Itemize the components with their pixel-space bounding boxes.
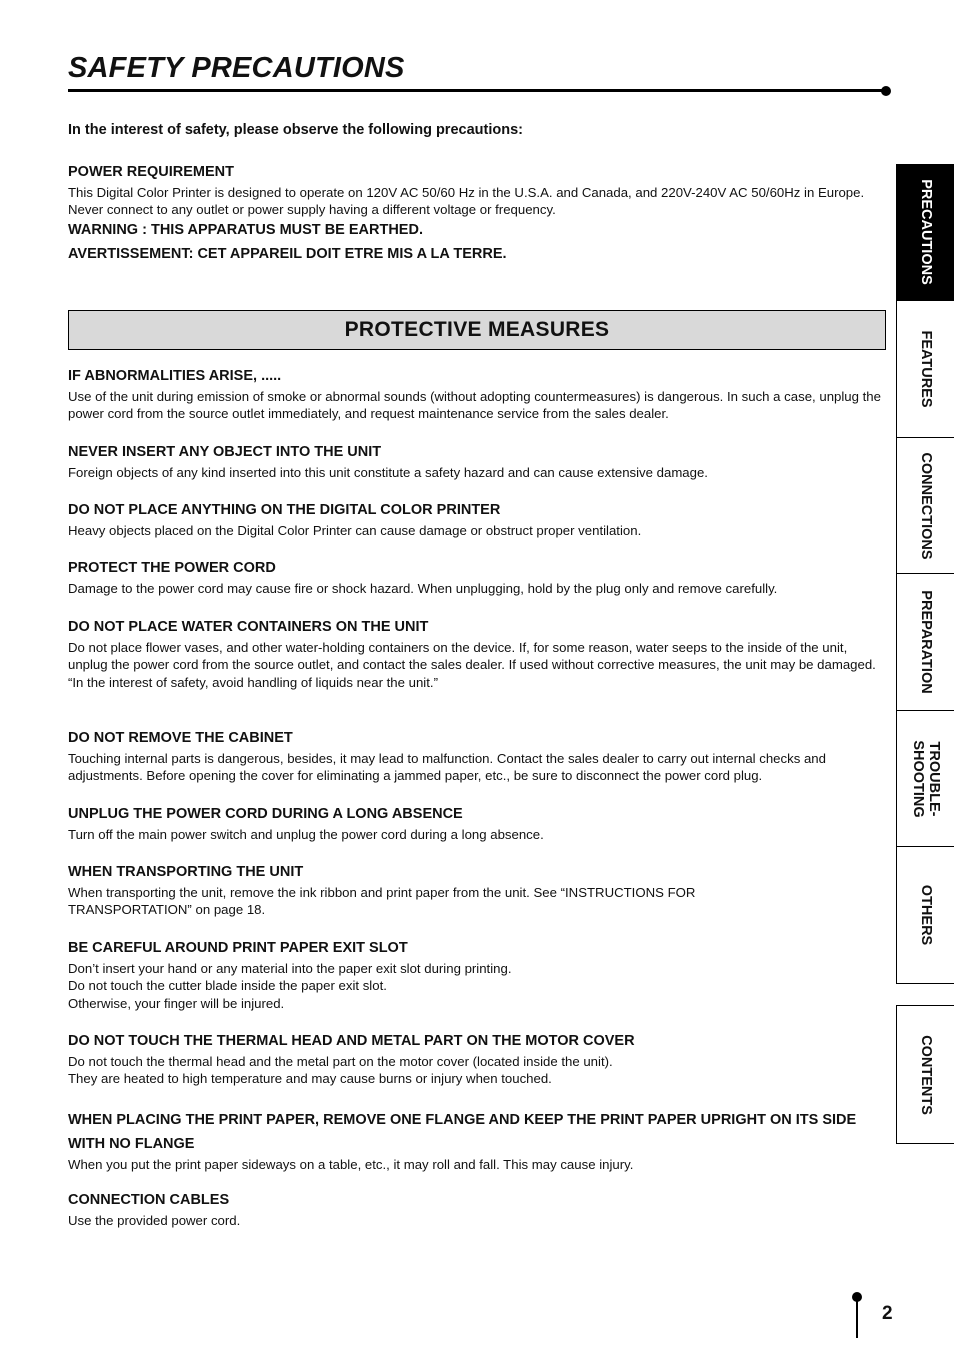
section-never-insert bbox=[68, 443, 888, 481]
section-heading: DO NOT TOUCH THE THERMAL HEAD AND METAL PART ON THE MOTOR COVER bbox=[68, 1033, 635, 1049]
section-water-containers bbox=[68, 618, 888, 691]
tab-connections[interactable] bbox=[896, 438, 954, 574]
section-heading: POWER REQUIREMENT bbox=[68, 164, 234, 180]
section-body: Damage to the power cord may cause fire or shock hazard. When unplugging, hold by the plug only and remove carefully. bbox=[68, 581, 778, 596]
section-body: When you put the print paper sideways on a table, etc., it may roll and fall. This may cause injury. bbox=[68, 1157, 634, 1172]
protective-measures-banner bbox=[68, 310, 886, 350]
tab-precautions[interactable] bbox=[896, 164, 954, 301]
page-number: 2 bbox=[882, 1303, 893, 1324]
intro-text: In the interest of safety, please observe the following precautions: bbox=[68, 122, 523, 138]
section-body: Foreign objects of any kind inserted into this unit constitute a safety hazard and can cause extensive damage. bbox=[68, 465, 708, 480]
section-long-absence bbox=[68, 805, 888, 843]
section-body: Heavy objects placed on the Digital Color Printer can cause damage or obstruct proper ventilation. bbox=[68, 523, 642, 538]
tab-label: FEATURES bbox=[917, 330, 934, 408]
section-heading: UNPLUG THE POWER CORD DURING A LONG ABSENCE bbox=[68, 806, 463, 822]
section-do-not-place-anything bbox=[68, 501, 888, 539]
section-transporting bbox=[68, 863, 888, 919]
section-heading: IF ABNORMALITIES ARISE, ..... bbox=[68, 368, 282, 384]
section-heading: NEVER INSERT ANY OBJECT INTO THE UNIT bbox=[68, 444, 382, 460]
title-rule-dot bbox=[881, 86, 891, 96]
section-heading: DO NOT REMOVE THE CABINET bbox=[68, 730, 293, 746]
tab-others[interactable] bbox=[896, 847, 954, 984]
section-body: When transporting the unit, remove the ink ribbon and print paper from the unit. See “INSTRUCTIONS FOR TRANSPORTATION” on page 18. bbox=[68, 885, 696, 918]
tab-label: PREPARATION bbox=[917, 590, 934, 694]
tab-preparation[interactable] bbox=[896, 574, 954, 711]
section-heading: DO NOT PLACE ANYTHING ON THE DIGITAL COLOR PRINTER bbox=[68, 502, 501, 518]
section-body: Touching internal parts is dangerous, besides, it may lead to malfunction. Contact the sales dealer to carry out internal checks and adjustments. Before opening the cover for eliminating a jammed paper, etc., be sure to disconnect the power cord plug. bbox=[68, 751, 826, 784]
section-heading: PROTECT THE POWER CORD bbox=[68, 560, 276, 576]
page-title: SAFETY PRECAUTIONS bbox=[68, 52, 405, 84]
tab-contents[interactable] bbox=[896, 1005, 954, 1144]
tab-features[interactable] bbox=[896, 301, 954, 438]
tab-label: OTHERS bbox=[917, 884, 934, 946]
section-heading: WHEN TRANSPORTING THE UNIT bbox=[68, 864, 304, 880]
page-number-bar bbox=[856, 1298, 858, 1338]
tab-label: PRECAUTIONS bbox=[917, 179, 934, 285]
section-body-quote: “In the interest of safety, avoid handling of liquids near the unit.” bbox=[68, 674, 438, 690]
section-body: Don’t insert your hand or any material into the paper exit slot during printing. bbox=[68, 961, 512, 976]
tab-label: CONTENTS bbox=[917, 1034, 934, 1115]
power-requirement-section bbox=[68, 163, 888, 219]
section-abnormalities bbox=[68, 367, 888, 423]
section-body: Otherwise, your finger will be injured. bbox=[68, 995, 285, 1011]
section-body: Use the provided power cord. bbox=[68, 1213, 241, 1228]
section-body: Do not touch the thermal head and the metal part on the motor cover (located inside the unit). bbox=[68, 1054, 613, 1069]
tab-label: CONNECTIONS bbox=[917, 451, 934, 560]
section-connection-cables bbox=[68, 1191, 888, 1229]
section-body: They are heated to high temperature and may cause burns or injury when touched. bbox=[68, 1071, 552, 1087]
tab-troubleshooting[interactable] bbox=[896, 711, 954, 847]
tab-label: TROUBLE- SHOOTING bbox=[909, 739, 942, 818]
title-rule bbox=[68, 89, 886, 92]
section-thermal-head bbox=[68, 1032, 888, 1088]
section-heading: DO NOT PLACE WATER CONTAINERS ON THE UNIT bbox=[68, 619, 429, 635]
section-body: Use of the unit during emission of smoke or abnormal sounds (without adopting countermeasures) is dangerous. In such a case, unplug the power cord from the source outlet immediately, and request maintenance service from the sales dealer. bbox=[68, 389, 881, 422]
section-body: Do not place flower vases, and other water-holding containers on the device. If, for some reason, water seeps to the inside of the unit, unplug the power cord from the source outlet, and contact the sales dealer. If used without corrective measures, the unit may be damaged. bbox=[68, 640, 876, 673]
banner-title: PROTECTIVE MEASURES bbox=[344, 318, 610, 341]
section-do-not-remove-cabinet bbox=[68, 729, 888, 785]
section-heading: WHEN PLACING THE PRINT PAPER, REMOVE ONE FLANGE AND KEEP THE PRINT PAPER UPRIGHT ON ITS SIDE WITH NO FLANGE bbox=[68, 1112, 857, 1152]
section-exit-slot bbox=[68, 939, 888, 1012]
section-heading: CONNECTION CABLES bbox=[68, 1192, 230, 1208]
earth-warning-en: WARNING : THIS APPARATUS MUST BE EARTHED. bbox=[68, 222, 423, 238]
section-print-paper-flange bbox=[68, 1108, 888, 1173]
section-body: This Digital Color Printer is designed to operate on 120V AC 50/60 Hz in the U.S.A. and Canada, and 220V-240V AC 50/60Hz in Europe. Never connect to any outlet or power supply having a different voltage or frequency. bbox=[68, 185, 865, 218]
section-heading: BE CAREFUL AROUND PRINT PAPER EXIT SLOT bbox=[68, 940, 408, 956]
section-body: Turn off the main power switch and unplug the power cord during a long absence. bbox=[68, 827, 544, 842]
earth-warning-fr: AVERTISSEMENT: CET APPAREIL DOIT ETRE MIS A LA TERRE. bbox=[68, 246, 507, 262]
section-body: Do not touch the cutter blade inside the paper exit slot. bbox=[68, 978, 387, 994]
section-protect-power-cord bbox=[68, 559, 888, 597]
